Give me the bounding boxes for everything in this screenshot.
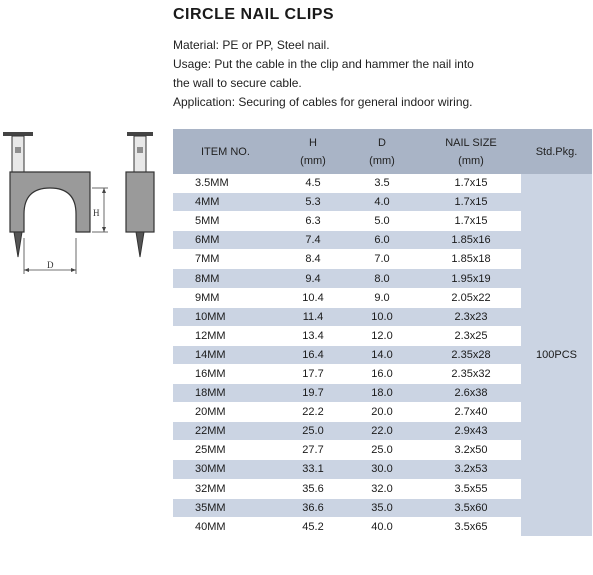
cell-h: 35.6 (283, 479, 343, 498)
cell-nail-size: 3.2x50 (421, 441, 521, 460)
cell-nail-size: 2.3x25 (421, 326, 521, 345)
header-d-label: D (378, 136, 386, 149)
cell-d: 25.0 (343, 441, 421, 460)
cell-item-no: 3.5MM (173, 174, 283, 193)
header-nail-size (421, 129, 521, 174)
header-d (343, 129, 421, 174)
cell-h: 17.7 (283, 364, 343, 383)
header-h-label: H (309, 136, 317, 149)
cell-d: 5.0 (343, 212, 421, 231)
cell-h: 22.2 (283, 403, 343, 422)
cell-h: 19.7 (283, 384, 343, 403)
cell-std-pkg: 100PCS (521, 174, 592, 536)
cell-nail-size: 2.05x22 (421, 288, 521, 307)
table-header-row (173, 129, 592, 174)
side-clip-body (126, 172, 154, 232)
side-nail-shank (134, 136, 146, 172)
cell-item-no: 30MM (173, 460, 283, 479)
cell-h: 45.2 (283, 517, 343, 536)
cell-d: 7.0 (343, 250, 421, 269)
cell-h: 25.0 (283, 422, 343, 441)
front-nail-shank (12, 136, 24, 172)
cell-h: 4.5 (283, 174, 343, 193)
table-body (173, 174, 592, 536)
cell-item-no: 5MM (173, 212, 283, 231)
cell-d: 14.0 (343, 345, 421, 364)
front-nail-tip (14, 232, 22, 257)
cell-h: 16.4 (283, 345, 343, 364)
cell-item-no: 14MM (173, 345, 283, 364)
cell-d: 6.0 (343, 231, 421, 250)
cell-item-no: 12MM (173, 326, 283, 345)
cell-nail-size: 1.85x16 (421, 231, 521, 250)
cell-d: 8.0 (343, 269, 421, 288)
header-d-unit: (mm) (369, 154, 395, 167)
cell-item-no: 25MM (173, 441, 283, 460)
header-h-unit: (mm) (300, 154, 326, 167)
usage-text-line2: the wall to secure cable. (173, 76, 302, 90)
cell-nail-size: 2.35x32 (421, 364, 521, 383)
table-row (173, 174, 592, 193)
cell-nail-size: 3.2x53 (421, 460, 521, 479)
dimension-h-label: H (93, 208, 100, 218)
clip-drawing-svg (0, 122, 170, 284)
page-title: CIRCLE NAIL CLIPS (173, 6, 335, 23)
front-nail-head (3, 132, 33, 136)
cell-item-no: 8MM (173, 269, 283, 288)
cell-d: 3.5 (343, 174, 421, 193)
cell-d: 12.0 (343, 326, 421, 345)
cell-h: 10.4 (283, 288, 343, 307)
cell-nail-size: 3.5x55 (421, 479, 521, 498)
cell-d: 30.0 (343, 460, 421, 479)
cell-h: 6.3 (283, 212, 343, 231)
cell-nail-size: 2.6x38 (421, 384, 521, 403)
usage-text-line1: Usage: Put the cable in the clip and hammer the nail into (173, 57, 474, 71)
cell-nail-size: 1.95x19 (421, 269, 521, 288)
cell-h: 27.7 (283, 441, 343, 460)
cell-item-no: 40MM (173, 517, 283, 536)
cell-item-no: 16MM (173, 364, 283, 383)
cell-h: 8.4 (283, 250, 343, 269)
cell-h: 7.4 (283, 231, 343, 250)
cell-nail-size: 3.5x60 (421, 498, 521, 517)
cell-item-no: 18MM (173, 384, 283, 403)
cell-d: 22.0 (343, 422, 421, 441)
cell-nail-size: 1.7x15 (421, 193, 521, 212)
cell-d: 20.0 (343, 403, 421, 422)
cell-nail-size: 1.85x18 (421, 250, 521, 269)
cell-d: 35.0 (343, 498, 421, 517)
cell-d: 40.0 (343, 517, 421, 536)
header-nail-label: NAIL SIZE (445, 136, 497, 149)
cell-nail-size: 2.3x23 (421, 307, 521, 326)
header-std-pkg: Std.Pkg. (521, 129, 592, 174)
material-text: Material: PE or PP, Steel nail. (173, 38, 330, 52)
cell-d: 32.0 (343, 479, 421, 498)
cell-nail-size: 3.5x65 (421, 517, 521, 536)
dimension-d-label: D (47, 260, 54, 270)
cell-h: 5.3 (283, 193, 343, 212)
cell-nail-size: 2.9x43 (421, 422, 521, 441)
cell-h: 36.6 (283, 498, 343, 517)
side-nail-head (127, 132, 153, 136)
cell-h: 9.4 (283, 269, 343, 288)
cell-item-no: 6MM (173, 231, 283, 250)
application-text: Application: Securing of cables for general indoor wiring. (173, 95, 473, 109)
header-nail-unit: (mm) (458, 154, 484, 167)
cell-h: 33.1 (283, 460, 343, 479)
side-nail-tip (136, 232, 144, 257)
cell-item-no: 7MM (173, 250, 283, 269)
cell-item-no: 22MM (173, 422, 283, 441)
cell-d: 9.0 (343, 288, 421, 307)
cell-d: 10.0 (343, 307, 421, 326)
header-item-no: ITEM NO. (173, 129, 283, 174)
cell-item-no: 20MM (173, 403, 283, 422)
cell-item-no: 32MM (173, 479, 283, 498)
cell-nail-size: 2.35x28 (421, 345, 521, 364)
cell-d: 4.0 (343, 193, 421, 212)
cell-item-no: 9MM (173, 288, 283, 307)
product-description (173, 36, 503, 112)
header-h (283, 129, 343, 174)
cell-item-no: 4MM (173, 193, 283, 212)
clip-diagram (0, 122, 170, 284)
cell-item-no: 35MM (173, 498, 283, 517)
cell-h: 13.4 (283, 326, 343, 345)
cell-d: 16.0 (343, 364, 421, 383)
cell-nail-size: 2.7x40 (421, 403, 521, 422)
cell-d: 18.0 (343, 384, 421, 403)
cell-item-no: 10MM (173, 307, 283, 326)
spec-table (173, 129, 592, 537)
front-clip-body (10, 172, 90, 232)
cell-h: 11.4 (283, 307, 343, 326)
cell-nail-size: 1.7x15 (421, 212, 521, 231)
cell-nail-size: 1.7x15 (421, 174, 521, 193)
